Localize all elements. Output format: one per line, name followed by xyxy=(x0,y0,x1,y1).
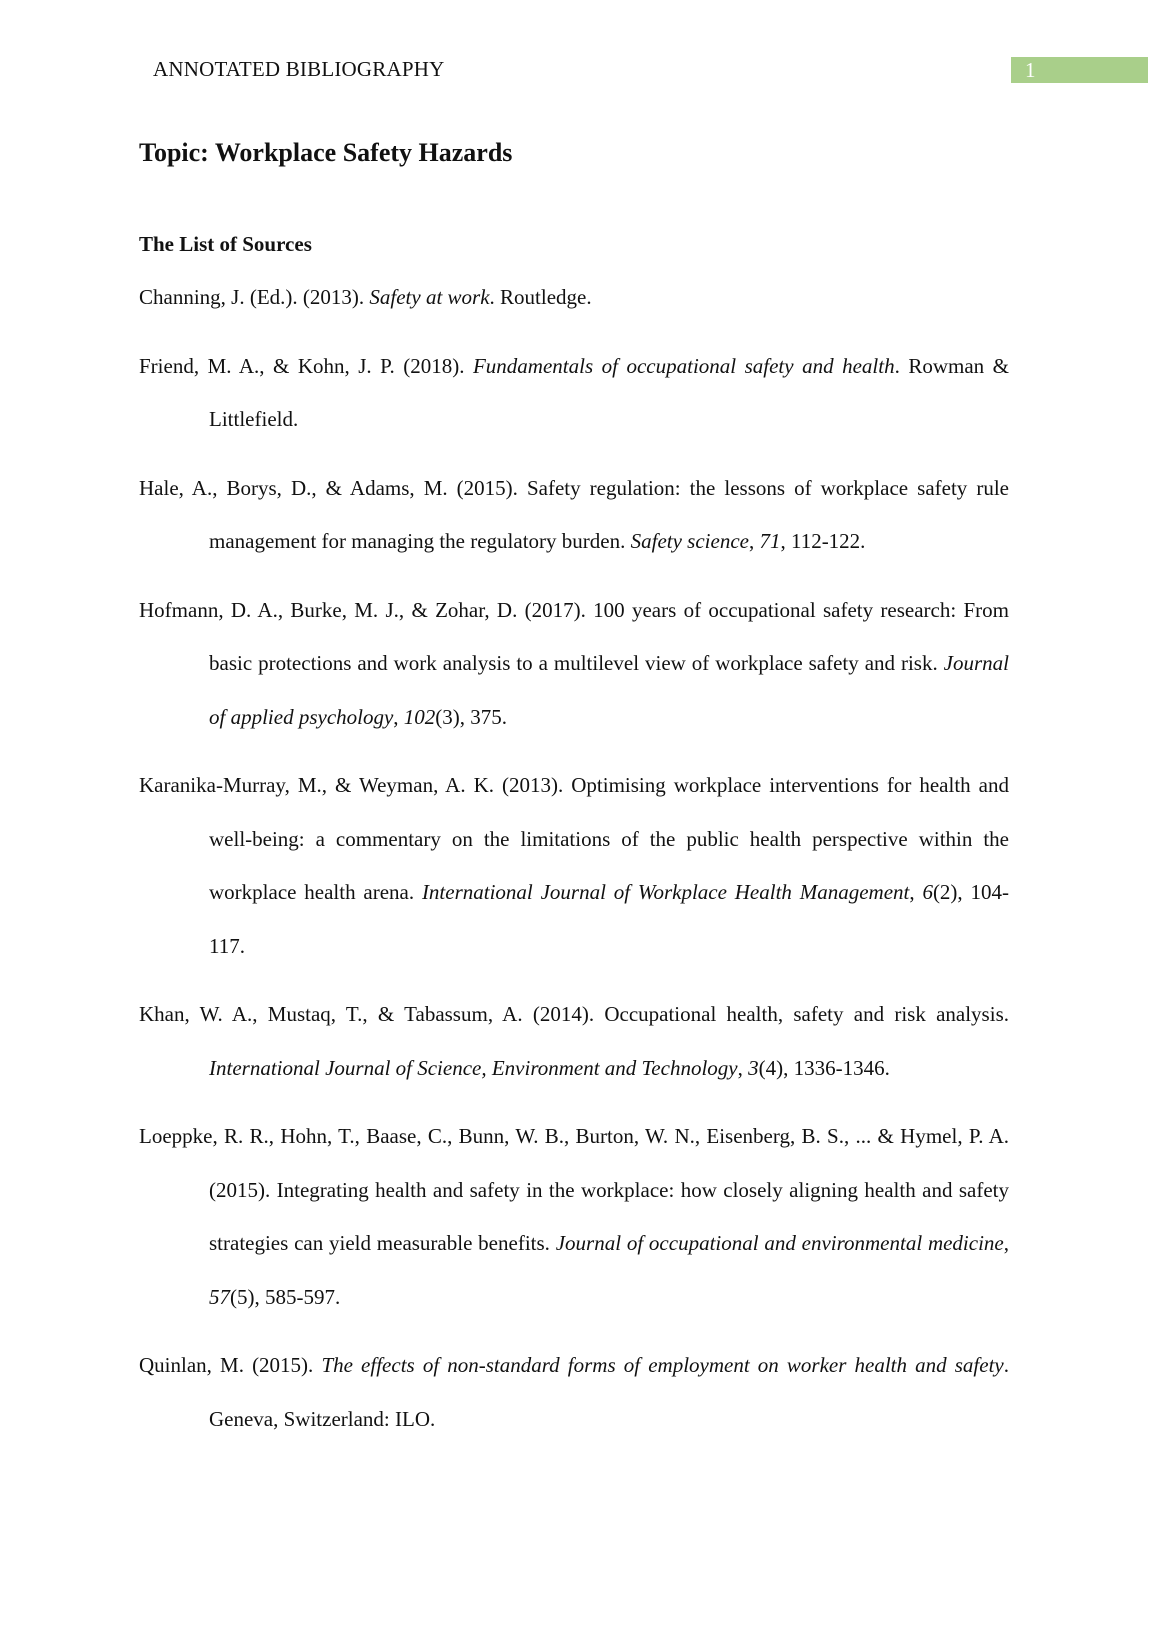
running-head: ANNOTATED BIBLIOGRAPHY xyxy=(153,57,445,81)
reference-item: Channing, J. (Ed.). (2013). Safety at work. Routledge. xyxy=(139,285,592,309)
reference-item: Hofmann, D. A., Burke, M. J., & Zohar, D. (2017). 100 years of occupational safety research: From basic protections and work analysis to a multilevel view of workplace safety and risk. Journal of applied psychology, 102(3), 375. xyxy=(139,597,1009,729)
reference-title: Fundamentals of occupational safety and health xyxy=(472,353,895,378)
reference-volume: 102 xyxy=(403,704,436,729)
reference-item: Hale, A., Borys, D., & Adams, M. (2015). Safety regulation: the lessons of workplace safety rule management for managing the regulatory burden. Safety science, 71, 112-122. xyxy=(139,475,1009,553)
reference-title: Safety at work xyxy=(369,285,490,309)
reference-list xyxy=(139,271,1009,1461)
reference-item: Quinlan, M. (2015). The effects of non-standard forms of employment on worker health and safety. Geneva, Switzerland: ILO. xyxy=(139,1353,1009,1431)
reference-volume: 57 xyxy=(209,1284,230,1309)
reference-item: Khan, W. A., Mustaq, T., & Tabassum, A. (2014). Occupational health, safety and risk analysis. International Journal of Science, Environment and Technology, 3(4), 1336-1346. xyxy=(139,1002,1009,1080)
reference-volume: 71 xyxy=(759,529,781,553)
document-title: Topic: Workplace Safety Hazards xyxy=(139,138,513,167)
reference-title: The effects of non-standard forms of employment on worker health and safety xyxy=(321,1353,1004,1377)
page-number-bar xyxy=(1011,57,1148,83)
reference-item: Karanika-Murray, M., & Weyman, A. K. (2013). Optimising workplace interventions for health and well-being: a commentary on the limitations of the public health perspective within the workplace health arena. International Journal of Workplace Health Management, 6(2), 104-117. xyxy=(139,773,1009,958)
reference-title: Journal of applied psychology xyxy=(209,651,1009,729)
reference-title: International Journal of Workplace Health Management xyxy=(421,880,910,904)
page-number: 1 xyxy=(1025,58,1036,82)
reference-volume: 6 xyxy=(922,880,933,904)
reference-item: Loeppke, R. R., Hohn, T., Baase, C., Bunn, W. B., Burton, W. N., Eisenberg, B. S., ... & Hymel, P. A. (2015). Integrating health and safety in the workplace: how closely aligning health and safety strategies can yield measurable benefits. Journal of occupational and environmental medicine, 57(5), 585-597. xyxy=(139,1124,1009,1309)
reference-item: Friend, M. A., & Kohn, J. P. (2018). Fundamentals of occupational safety and health. Rowman & Littlefield. xyxy=(139,353,1009,431)
reference-title: Journal of occupational and environmental medicine xyxy=(555,1231,1004,1255)
sources-heading: The List of Sources xyxy=(139,232,312,256)
reference-title: International Journal of Science, Environment and Technology xyxy=(209,1055,738,1080)
reference-volume: 3 xyxy=(748,1055,759,1080)
reference-title: Safety science xyxy=(630,529,749,553)
